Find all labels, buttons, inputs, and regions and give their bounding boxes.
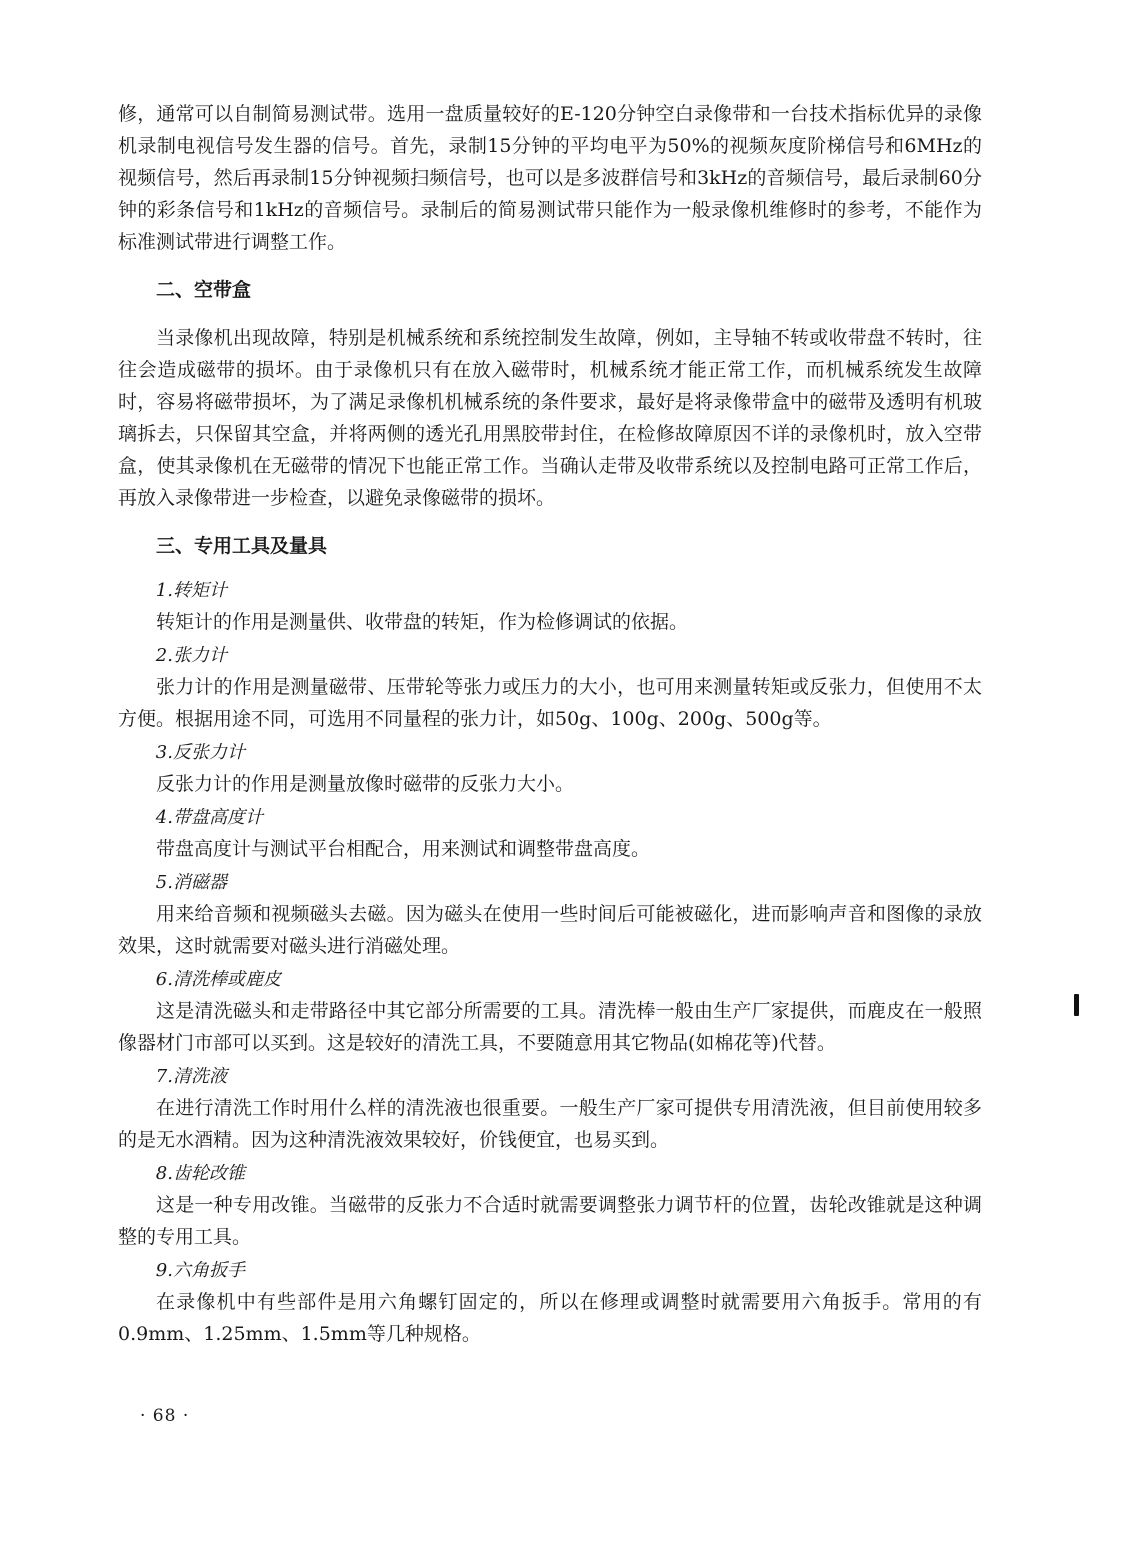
tool-title-gear-screwdriver: 8.齿轮改锥: [155, 1163, 245, 1184]
tool-body-hex-wrench: 在录像机中有些部件是用六角螺钉固定的，所以在修理或调整时就需要用六角扳手。常用的有0.9mm、1.25mm、1.5mm等几种规格。: [118, 1291, 982, 1345]
margin-mark: [1074, 994, 1079, 1016]
tool-body-gear-screwdriver: 这是一种专用改锥。当磁带的反张力不合适时就需要调整张力调节杆的位置，齿轮改锥就是这种调整的专用工具。: [118, 1194, 982, 1248]
tool-body-reel-height-gauge: 带盘高度计与测试平台相配合，用来测试和调整带盘高度。: [156, 838, 651, 860]
tool-body-tension-meter: 张力计的作用是测量磁带、压带轮等张力或压力的大小，也可用来测量转矩或反张力，但使用不太方便。根据用途不同，可选用不同量程的张力计，如50g、100g、200g、500g等。: [118, 676, 982, 730]
tool-title-cleaning-stick: 6.清洗棒或鹿皮: [155, 969, 281, 990]
section-body-empty-cassette: 当录像机出现故障，特别是机械系统和系统控制发生故障，例如，主导轴不转或收带盘不转时，往往会造成磁带的损坏。由于录像机只有在放入磁带时，机械系统才能正常工作，而机械系统发生故障时，容易将磁带损坏，为了满足录像机机械系统的条件要求，最好是将录像带盒中的磁带及透明有机玻璃拆去，只保留其空盒，并将两侧的透光孔用黑胶带封住，在检修故障原因不详的录像机时，放入空带盒，使其录像机在无磁带的情况下也能正常工作。当确认走带及收带系统以及控制电路可正常工作后，再放入录像带进一步检查，以避免录像磁带的损坏。: [118, 327, 982, 509]
tool-body-torque-meter: 转矩计的作用是测量供、收带盘的转矩，作为检修调试的依据。: [156, 611, 689, 633]
tool-title-back-tension-meter: 3.反张力计: [155, 742, 245, 763]
tool-body-cleaning-fluid: 在进行清洗工作时用什么样的清洗液也很重要。一般生产厂家可提供专用清洗液，但目前使用较多的是无水酒精。因为这种清洗液效果较好，价钱便宜，也易买到。: [118, 1097, 982, 1151]
tool-body-cleaning-stick: 这是清洗磁头和走带路径中其它部分所需要的工具。清洗棒一般由生产厂家提供，而鹿皮在一般照像器材门市部可以买到。这是较好的清洗工具，不要随意用其它物品(如棉花等)代替。: [118, 1000, 982, 1054]
tool-title-tension-meter: 2.张力计: [155, 645, 227, 666]
page-content: [118, 98, 982, 1350]
tool-title-torque-meter: 1.转矩计: [155, 580, 227, 601]
tool-title-degausser: 5.消磁器: [155, 872, 227, 893]
section-title-special-tools: 三、专用工具及量具: [156, 535, 328, 557]
section-title-empty-cassette: 二、空带盒: [156, 279, 252, 301]
intro-paragraph: 修，通常可以自制简易测试带。选用一盘质量较好的E-120分钟空白录像带和一台技术指标优异的录像机录制电视信号发生器的信号。首先，录制15分钟的平均电平为50%的视频灰度阶梯信号和6MHz的视频信号，然后再录制15分钟视频扫频信号，也可以是多波群信号和3kHz的音频信号，最后录制60分钟的彩条信号和1kHz的音频信号。录制后的简易测试带只能作为一般录像机维修时的参考，不能作为标准测试带进行调整工作。: [118, 103, 982, 253]
tool-title-reel-height-gauge: 4.带盘高度计: [155, 807, 263, 828]
tool-body-back-tension-meter: 反张力计的作用是测量放像时磁带的反张力大小。: [156, 773, 575, 795]
tool-title-hex-wrench: 9.六角扳手: [155, 1260, 245, 1281]
tool-title-cleaning-fluid: 7.清洗液: [155, 1066, 227, 1087]
tool-body-degausser: 用来给音频和视频磁头去磁。因为磁头在使用一些时间后可能被磁化，进而影响声音和图像的录放效果，这时就需要对磁头进行消磁处理。: [118, 903, 982, 957]
page-number: · 68 ·: [140, 1406, 190, 1426]
